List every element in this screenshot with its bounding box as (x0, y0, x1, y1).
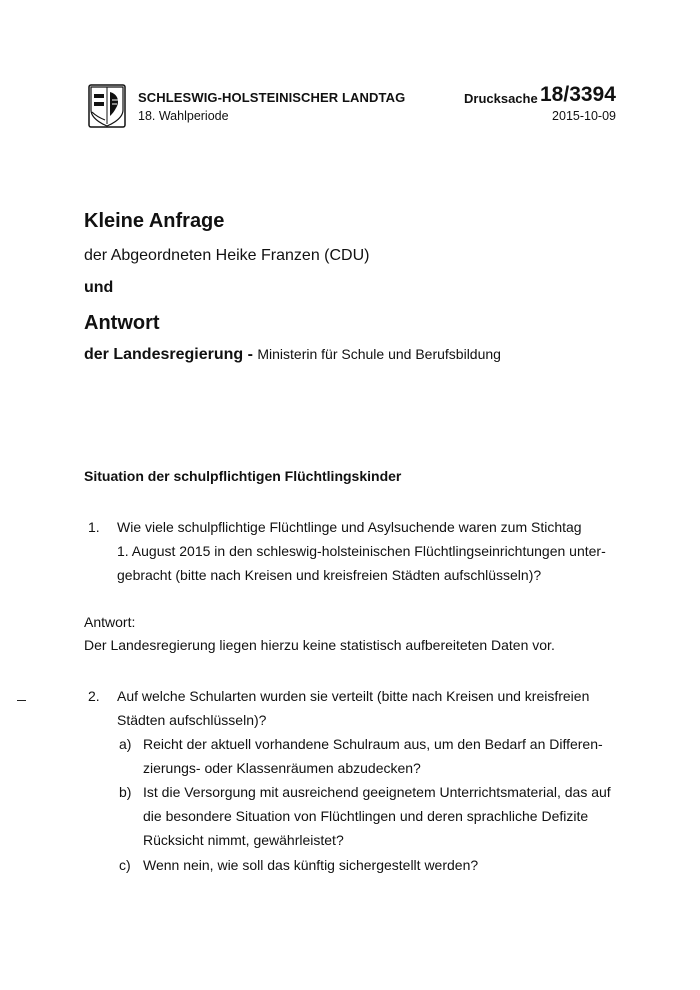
sub-a-text (143, 732, 623, 780)
kleine-anfrage-heading: Kleine Anfrage (84, 210, 225, 232)
question-2-line: Auf welche Schularten wurden sie verteilt (bitte nach Kreisen und kreisfreien (117, 688, 590, 704)
topic-heading: Situation der schulpflichtigen Flüchtlingskinder (84, 468, 402, 484)
landesregierung-line (84, 346, 501, 364)
question-1-line: Wie viele schulpflichtige Flüchtlinge und Asylsuchende waren zum Stichtag (117, 519, 582, 535)
question-1-text (117, 515, 627, 587)
question-2-text (117, 684, 627, 732)
sub-a-line: zierungs- oder Klassenräumen abzudecken? (143, 760, 421, 776)
question-1-number: 1. (88, 519, 100, 535)
answer-1-label: Antwort: (84, 614, 136, 630)
wahlperiode: 18. Wahlperiode (138, 109, 229, 123)
question-1-line: gebracht (bitte nach Kreisen und kreisfreien Städten aufschlüsseln)? (117, 567, 542, 583)
antwort-heading: Antwort (84, 312, 160, 334)
sub-b-line: Rücksicht nimmt, gewährleistet? (143, 832, 344, 848)
question-2-line: Städten aufschlüsseln)? (117, 712, 267, 728)
institution-name: SCHLESWIG-HOLSTEINISCHER LANDTAG (138, 90, 406, 105)
margin-dash (17, 700, 26, 701)
coat-of-arms-icon (88, 84, 126, 128)
sub-c-text (143, 853, 623, 877)
question-1-line: 1. August 2015 in den schleswig-holsteinischen Flüchtlingseinrichtungen unter- (117, 543, 606, 559)
ministerium-label: Ministerin für Schule und Berufsbildung (257, 346, 501, 362)
sub-b-line: die besondere Situation von Flüchtlingen und deren sprachliche Defizite (143, 808, 589, 824)
sub-b-text (143, 780, 623, 852)
question-2-number: 2. (88, 688, 100, 704)
drucksache-number: 18/3394 (540, 83, 616, 106)
abgeordnete-line: der Abgeordneten Heike Franzen (CDU) (84, 247, 370, 264)
document-date: 2015-10-09 (552, 109, 616, 123)
sub-a-line: Reicht der aktuell vorhandene Schulraum aus, um den Bedarf an Differen- (143, 736, 603, 752)
sub-a-letter: a) (119, 736, 132, 752)
drucksache-label: Drucksache (464, 91, 538, 106)
answer-1-text: Der Landesregierung liegen hierzu keine statistisch aufbereiteten Daten vor. (84, 637, 555, 653)
sub-c-line: Wenn nein, wie soll das künftig sichergestellt werden? (143, 857, 479, 873)
sub-c-letter: c) (119, 857, 131, 873)
landesregierung-label: der Landesregierung - (84, 346, 253, 363)
sub-b-line: Ist die Versorgung mit ausreichend geeignetem Unterrichtsmaterial, das auf (143, 784, 611, 800)
sub-b-letter: b) (119, 784, 132, 800)
und-line: und (84, 279, 114, 296)
